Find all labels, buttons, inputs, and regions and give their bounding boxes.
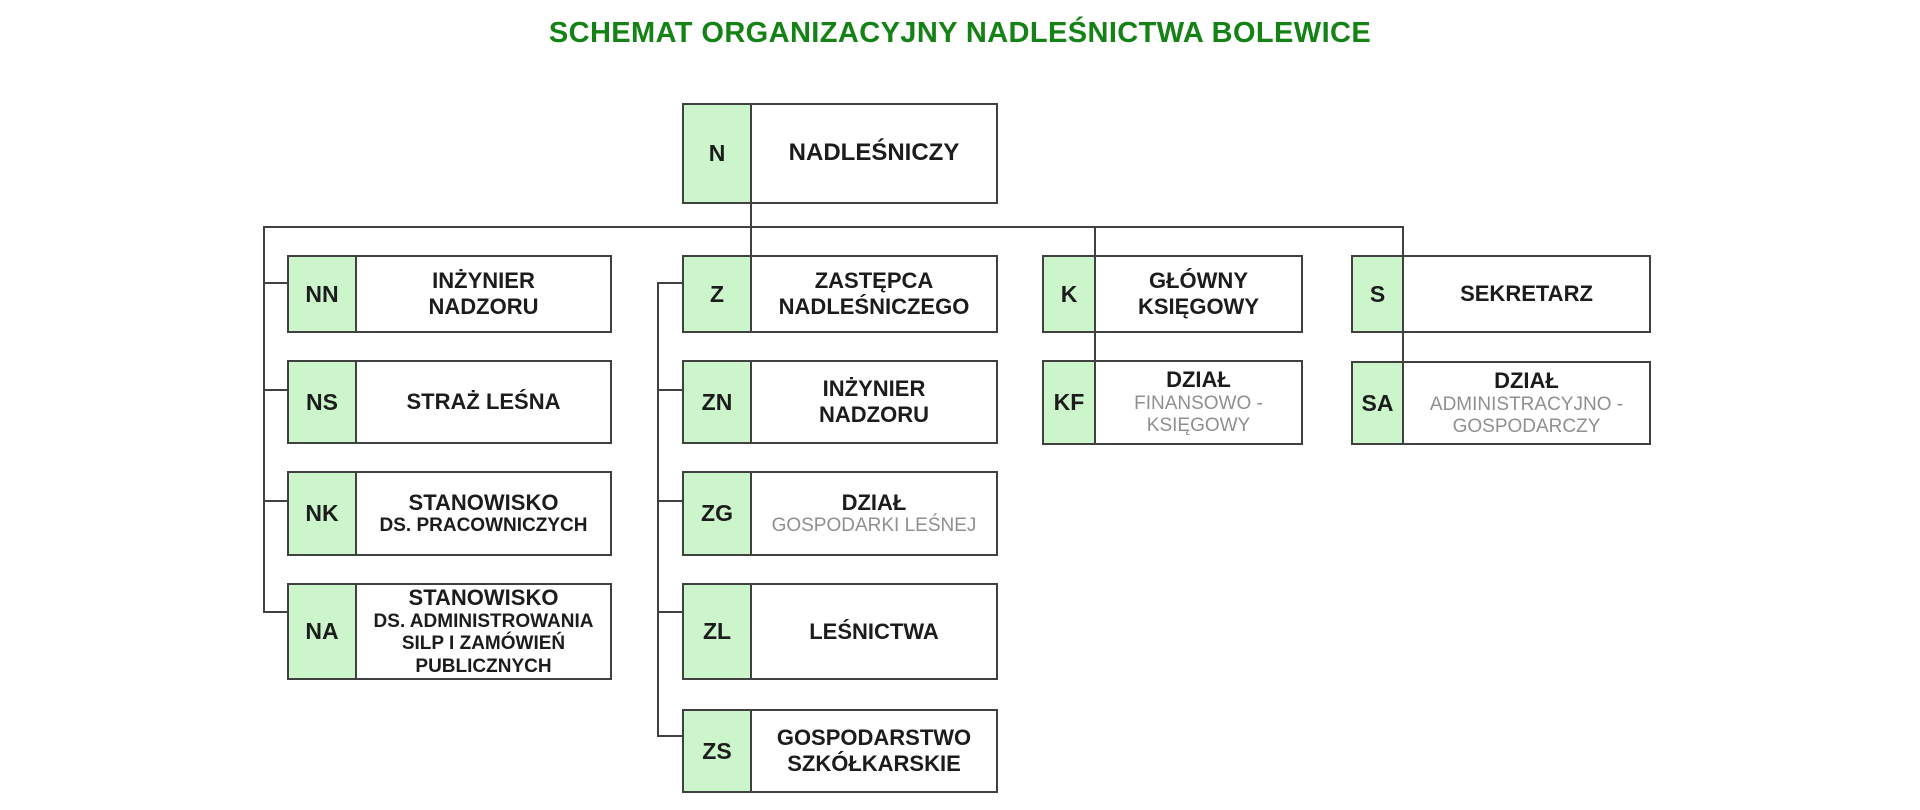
org-node-na bbox=[287, 583, 612, 680]
org-node-label-line: GOSPODARCZY bbox=[1452, 415, 1601, 437]
org-node-sa bbox=[1351, 361, 1651, 445]
org-node-label bbox=[752, 585, 996, 678]
org-node-zn bbox=[682, 360, 998, 444]
org-node-label-line: DS. PRACOWNICZYCH bbox=[379, 515, 588, 537]
org-node-label-line: SILP I ZAMÓWIEŃ bbox=[401, 633, 566, 655]
org-node-code: NK bbox=[289, 473, 357, 554]
org-node-zl bbox=[682, 583, 998, 680]
org-node-nk bbox=[287, 471, 612, 556]
org-node-label bbox=[1096, 257, 1301, 331]
org-node-label bbox=[357, 257, 610, 331]
org-node-ns bbox=[287, 360, 612, 444]
org-node-label bbox=[357, 473, 610, 554]
org-node-label bbox=[1404, 363, 1649, 443]
page-title: SCHEMAT ORGANIZACYJNY NADLEŚNICTWA BOLEWICE bbox=[548, 17, 1372, 49]
org-node-label-line: DZIAŁ bbox=[1494, 367, 1559, 393]
org-node-label-line: NADLEŚNICZY bbox=[788, 139, 960, 167]
org-node-label-line: GŁÓWNY bbox=[1149, 268, 1248, 294]
org-node-code: Z bbox=[684, 257, 752, 331]
org-node-code: ZG bbox=[684, 473, 752, 554]
org-node-label-line: GOSPODARKI LEŚNEJ bbox=[771, 515, 977, 537]
org-node-code: NS bbox=[289, 362, 357, 442]
org-node-label bbox=[1404, 257, 1649, 331]
org-node-code: NA bbox=[289, 585, 357, 678]
org-node-label-line: ADMINISTRACYJNO - bbox=[1429, 393, 1624, 415]
org-node-label bbox=[752, 473, 996, 554]
org-node-code: ZN bbox=[684, 362, 752, 442]
org-node-label-line: FINANSOWO - bbox=[1134, 393, 1263, 415]
org-node-code: NN bbox=[289, 257, 357, 331]
org-node-label-line: ZASTĘPCA bbox=[814, 268, 934, 294]
org-node-label-line: STANOWISKO bbox=[408, 585, 559, 611]
org-node-code: ZL bbox=[684, 585, 752, 678]
org-node-label-line: NADZORU bbox=[819, 402, 929, 427]
org-node-label-line: DZIAŁ bbox=[1166, 367, 1231, 393]
org-node-label-line: INŻYNIER bbox=[432, 268, 535, 294]
org-node-label bbox=[752, 711, 996, 791]
org-node-label-line: LEŚNICTWA bbox=[809, 618, 939, 644]
org-node-label-line: DS. ADMINISTROWANIA bbox=[373, 611, 594, 633]
org-node-label bbox=[752, 362, 996, 442]
org-node-label-line: SZKÓŁKARSKIE bbox=[787, 751, 961, 776]
org-node-label-line: STRAŻ LEŚNA bbox=[406, 389, 561, 415]
org-node-label-line: KSIĘGOWY bbox=[1137, 294, 1259, 319]
org-node-zg bbox=[682, 471, 998, 556]
org-node-zs bbox=[682, 709, 998, 793]
org-node-code: N bbox=[684, 105, 752, 202]
org-node-label-line: KSIĘGOWY bbox=[1146, 415, 1251, 437]
org-node-label-line: SEKRETARZ bbox=[1460, 281, 1593, 307]
org-node-n bbox=[682, 103, 998, 204]
org-node-label-line: STANOWISKO bbox=[408, 489, 559, 515]
org-node-z bbox=[682, 255, 998, 333]
org-node-label-line: NADLEŚNICZEGO bbox=[778, 294, 970, 319]
org-node-code: KF bbox=[1044, 362, 1096, 443]
org-node-label bbox=[357, 362, 610, 442]
org-node-nn bbox=[287, 255, 612, 333]
org-node-label bbox=[752, 257, 996, 331]
org-node-kf bbox=[1042, 360, 1303, 445]
org-node-code: K bbox=[1044, 257, 1096, 331]
org-node-label bbox=[752, 105, 996, 202]
org-node-label-line: PUBLICZNYCH bbox=[415, 655, 552, 677]
org-node-label-line: DZIAŁ bbox=[841, 489, 907, 515]
org-node-code: S bbox=[1353, 257, 1404, 331]
org-node-label-line: NADZORU bbox=[428, 294, 539, 319]
org-node-label-line: GOSPODARSTWO bbox=[776, 725, 972, 751]
org-node-code: ZS bbox=[684, 711, 752, 791]
org-node-label bbox=[1096, 362, 1301, 443]
org-node-s bbox=[1351, 255, 1651, 333]
org-node-code: SA bbox=[1353, 363, 1404, 443]
org-node-label bbox=[357, 585, 610, 678]
org-node-k bbox=[1042, 255, 1303, 333]
org-node-label-line: INŻYNIER bbox=[822, 376, 926, 402]
